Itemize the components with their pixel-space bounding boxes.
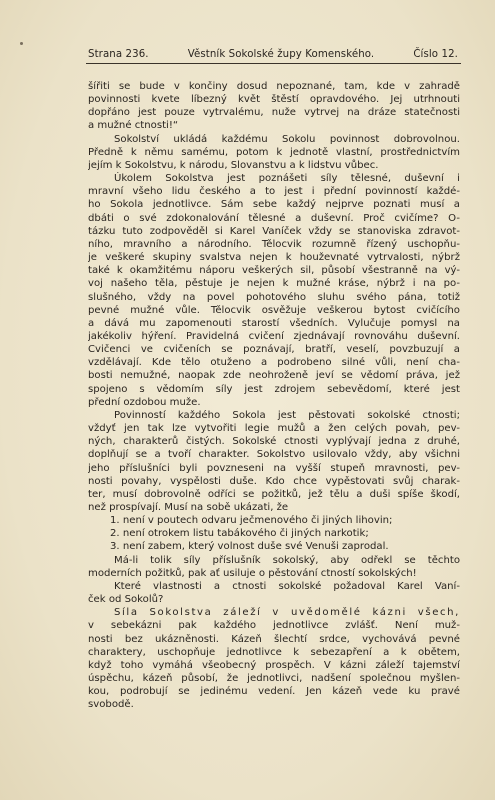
header-rule <box>86 63 461 64</box>
text-line: slušného, vždy na povel pohotového sluhu svého pána, totiž <box>88 291 460 303</box>
text-line: Sokolství ukládá každému Sokolu povinnost dobrovolnou. <box>114 133 460 145</box>
text-line: jakékoliv hýření. Pravidelná cvičení zjednávají rovnováhu duševní. <box>88 330 460 342</box>
text-line: mravní všeho lidu českého a to jest i přední povinností každé- <box>88 186 460 198</box>
text-line: úspěchu, kázeň působí, že jednotlivci, nadšení společnou myšlen- <box>88 673 460 685</box>
text-line: a mužné ctnosti!“ <box>88 120 179 132</box>
text-line: vzdělávají. Kde tělo otuženo a podrobeno silné vůli, není cha- <box>88 357 460 369</box>
text-line: než prospívají. Musí na sobě ukázati, že <box>88 502 289 513</box>
text-line: dbáti o své zdokonalování tělesné a duševní. Proč cvičíme? O- <box>88 212 460 224</box>
text-line: dopřáno jest pouze vytrvalému, nuže vytrvej na dráze statečnosti <box>88 107 460 119</box>
text-line: když toho vymáhá všeobecný prospěch. V kázni záleží tajemství <box>88 659 460 671</box>
text-line: 3. není zabem, který volnost duše své Venuši zaprodal. <box>110 541 389 553</box>
text-line: nosti bez ukázněnosti. Kázeň šlechtí srdce, vychovává pevné <box>88 633 460 645</box>
running-header <box>88 49 458 60</box>
text-line: tázku tuto zodpověděl si Karel Vaníček vždy se stanoviska zdravot- <box>88 225 460 237</box>
text-line: kou, podrobují se jedinému vedení. Jen kázeň vede ku pravé <box>88 686 460 698</box>
text-line: pevné mužné vůle. Tělocvik osvěžuje veškerou bytost cvičícího <box>88 304 460 316</box>
text-line: Má-li tolik síly příslušník sokolský, aby odřekl se těchto <box>114 554 460 566</box>
article-body <box>88 80 460 712</box>
text-line: vždyť jen tak lze vytvořiti legie mužů a žen celých povah, pev- <box>88 423 460 435</box>
text-line: svobodě. <box>88 699 134 711</box>
text-line: přední ozdobou muže. <box>88 396 201 408</box>
text-line: ček od Sokolů? <box>88 594 164 606</box>
text-line: ního, mravního a národního. Tělocvik rozumně řízený uschopňu- <box>88 238 460 250</box>
text-line: ter, musí dobrovolně odříci se požitků, jež tělu a duši spíše škodí, <box>88 488 460 500</box>
text-line: Síla Sokolstva záleží v uvědomělé kázni všech, <box>114 607 460 619</box>
text-line: Úkolem Sokolstva jest poznášeti síly tělesné, duševní i <box>114 173 460 185</box>
text-line: také k okamžitému náporu veškerých sil, působí všestranně na vý- <box>88 265 460 277</box>
text-line: moderních požitků, pak ať usiluje o pěstování ctností sokolských! <box>88 567 417 579</box>
text-line: je veškeré skupiny svalstva nejen k houževnaté vytrvalosti, nýbrž <box>88 252 460 264</box>
text-line: charaktery, uschopňuje jednotlivce k sebezapření a k obětem, <box>88 646 460 658</box>
text-line: 2. není otrokem listu tabákového či jiných narkotik; <box>110 528 369 540</box>
text-line: ných, charakterů čistých. Sokolské ctnosti vyplývají jedna z druhé, <box>88 436 460 448</box>
text-line: v sebekázni pak každého jednotlivce zvlášť. Není muž- <box>88 620 460 632</box>
text-line: bosti nemužné, naopak zde neohroženě jeví se vědomí práva, jež <box>88 370 460 382</box>
page-number: Strana 236. <box>88 49 149 60</box>
text-line: doplňují se a tvoří charakter. Sokolstvo usilovalo vždy, aby všichni <box>88 449 460 461</box>
text-line: jeho příslušníci byli povzneseni na vyšší stupeň mravnosti, pev- <box>88 462 460 474</box>
journal-title: Věstník Sokolské župy Komenského. <box>187 49 375 60</box>
text-line: Cvičenci ve cvičeních se poznávají, bratří, veselí, povzbuzují a <box>88 344 460 356</box>
paper-speck <box>20 42 23 45</box>
text-line: Které vlastnosti a ctnosti sokolské požadoval Karel Vaní- <box>114 580 460 592</box>
text-line: ho Sokola jednotlivce. Sám sebe každý nejprve poznati musí a <box>88 199 460 211</box>
issue-number: Číslo 12. <box>413 49 458 60</box>
text-line: spojeno s vědomím síly jest zdrojem sebevědomí, které jest <box>88 383 460 395</box>
text-line: šířiti se bude v končiny dosud nepoznané, tam, kde v zahradě <box>88 81 460 92</box>
text-line: nosti povahy, vyspělosti duše. Kdo chce vypěstovati svůj charak- <box>88 475 460 487</box>
text-line: voj našeho těla, pěstuje je nejen k mužné kráse, nýbrž i na po- <box>88 278 460 290</box>
text-line: 1. není v poutech odvaru ječmenového či jiných lihovin; <box>110 515 393 527</box>
text-line: povinnosti kvete líbezný květ štěstí opravdového. Jej utrhnouti <box>88 94 460 106</box>
text-line: Povinností každého Sokola jest pěstovati sokolské ctnosti; <box>114 409 460 421</box>
text-line: a dává mu zapomenouti starostí všedních. Vylučuje pomysl na <box>88 317 460 329</box>
text-line: jejím k Sokolstvu, k národu, Slovanstvu a k lidstvu vůbec. <box>88 159 379 171</box>
text-line: Předně k němu samému, potom k jednotě vlastní, prostřednictvím <box>88 146 460 158</box>
